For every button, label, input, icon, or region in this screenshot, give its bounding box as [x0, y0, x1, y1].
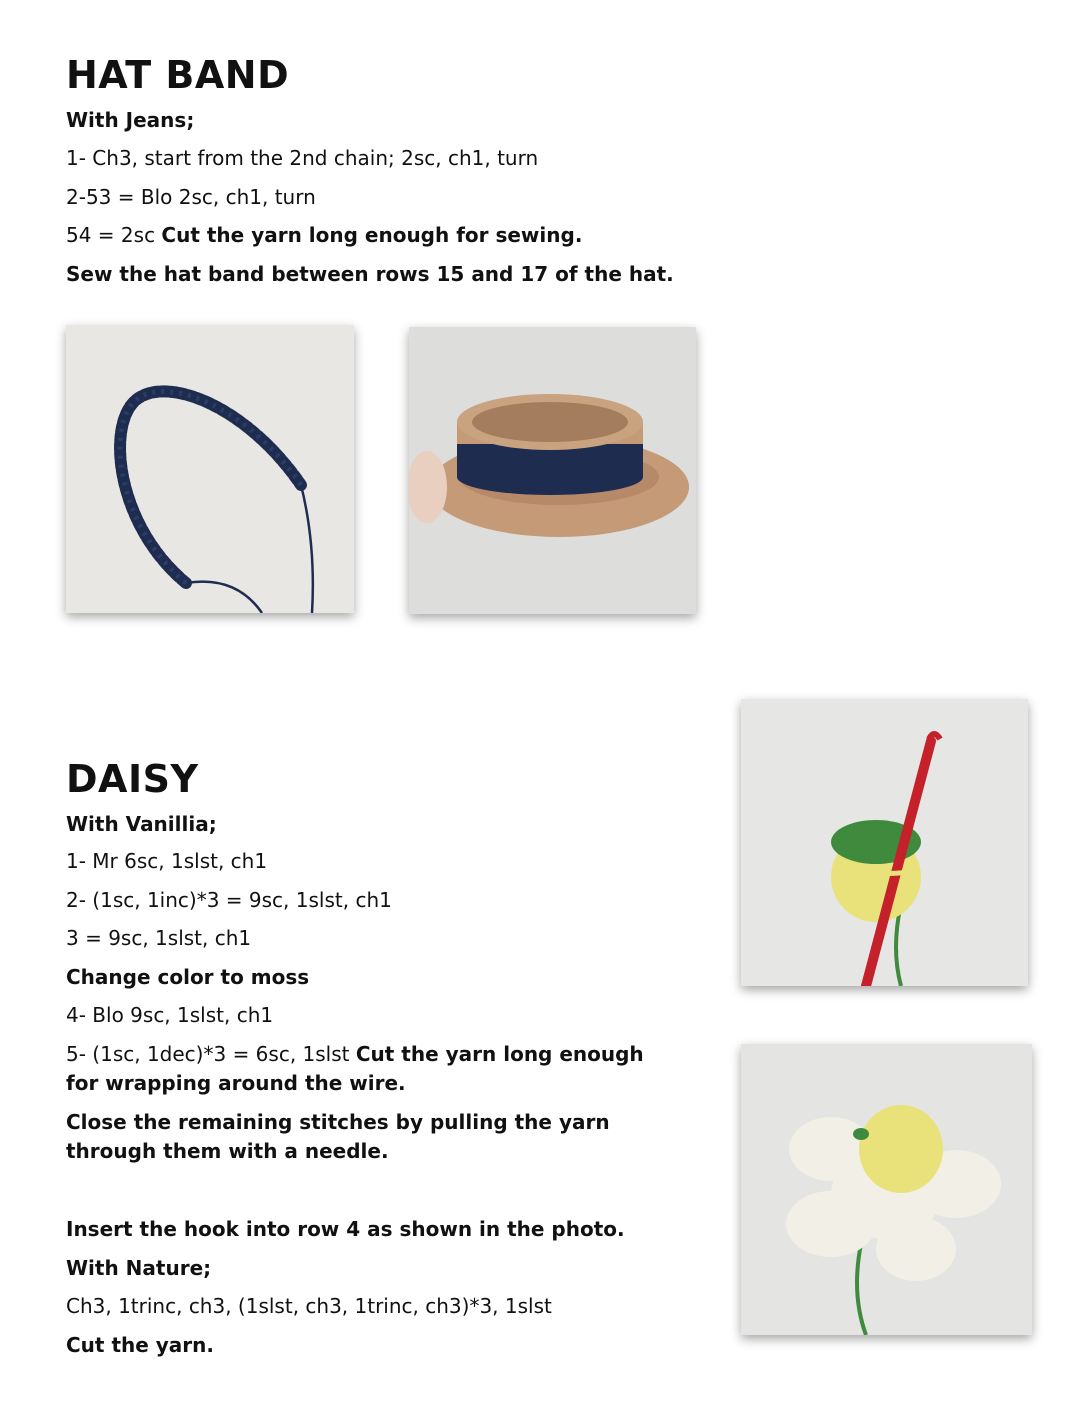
hat-band-title: HAT BAND [66, 53, 290, 97]
hat-band-row-54 [66, 221, 582, 250]
hat-band-row-54-note: Cut the yarn long enough for sewing. [161, 223, 583, 247]
daisy-row-5 [66, 1040, 666, 1098]
hat-band-yarn-color: With Jeans; [66, 108, 195, 132]
daisy-petal-yarn-color: With Nature; [66, 1256, 212, 1280]
hat-image [409, 327, 696, 614]
daisy-row-4: 4- Blo 9sc, 1slst, ch1 [66, 1003, 274, 1027]
daisy-yarn-color: With Vanillia; [66, 812, 217, 836]
daisy-hook-photo [741, 699, 1028, 986]
daisy-close-instruction: Close the remaining stitches by pulling the yarn through them with a needle. [66, 1110, 610, 1163]
daisy-row-3: 3 = 9sc, 1slst, ch1 [66, 926, 252, 950]
daisy-hook-instruction: Insert the hook into row 4 as shown in the photo. [66, 1217, 625, 1241]
daisy-row-5-text: 5- (1sc, 1dec)*3 = 6sc, 1slst [66, 1042, 356, 1066]
hat-band-image [66, 325, 354, 613]
daisy-finished-photo [741, 1044, 1032, 1335]
hat-band-row-54-text: 54 = 2sc [66, 223, 162, 247]
daisy-color-change: Change color to moss [66, 965, 310, 989]
daisy-title: DAISY [66, 757, 199, 801]
daisy-row-2: 2- (1sc, 1inc)*3 = 9sc, 1slst, ch1 [66, 888, 392, 912]
hat-band-photo [66, 325, 354, 613]
daisy-cut-yarn: Cut the yarn. [66, 1333, 214, 1357]
daisy-row-5-note: Cut the yarn long enough for wrapping around the wire. [66, 1042, 644, 1095]
hat-band-row-1: 1- Ch3, start from the 2nd chain; 2sc, ch1, turn [66, 146, 539, 170]
hat-with-band-photo [409, 327, 696, 614]
daisy-row-1: 1- Mr 6sc, 1slst, ch1 [66, 849, 268, 873]
daisy-petal-row: Ch3, 1trinc, ch3, (1slst, ch3, 1trinc, ch3)*3, 1slst [66, 1294, 552, 1318]
hook-image [741, 699, 1028, 986]
daisy-image [741, 1044, 1032, 1335]
hat-band-sew-instruction: Sew the hat band between rows 15 and 17 of the hat. [66, 262, 674, 286]
hat-band-rows-2-53: 2-53 = Blo 2sc, ch1, turn [66, 185, 316, 209]
